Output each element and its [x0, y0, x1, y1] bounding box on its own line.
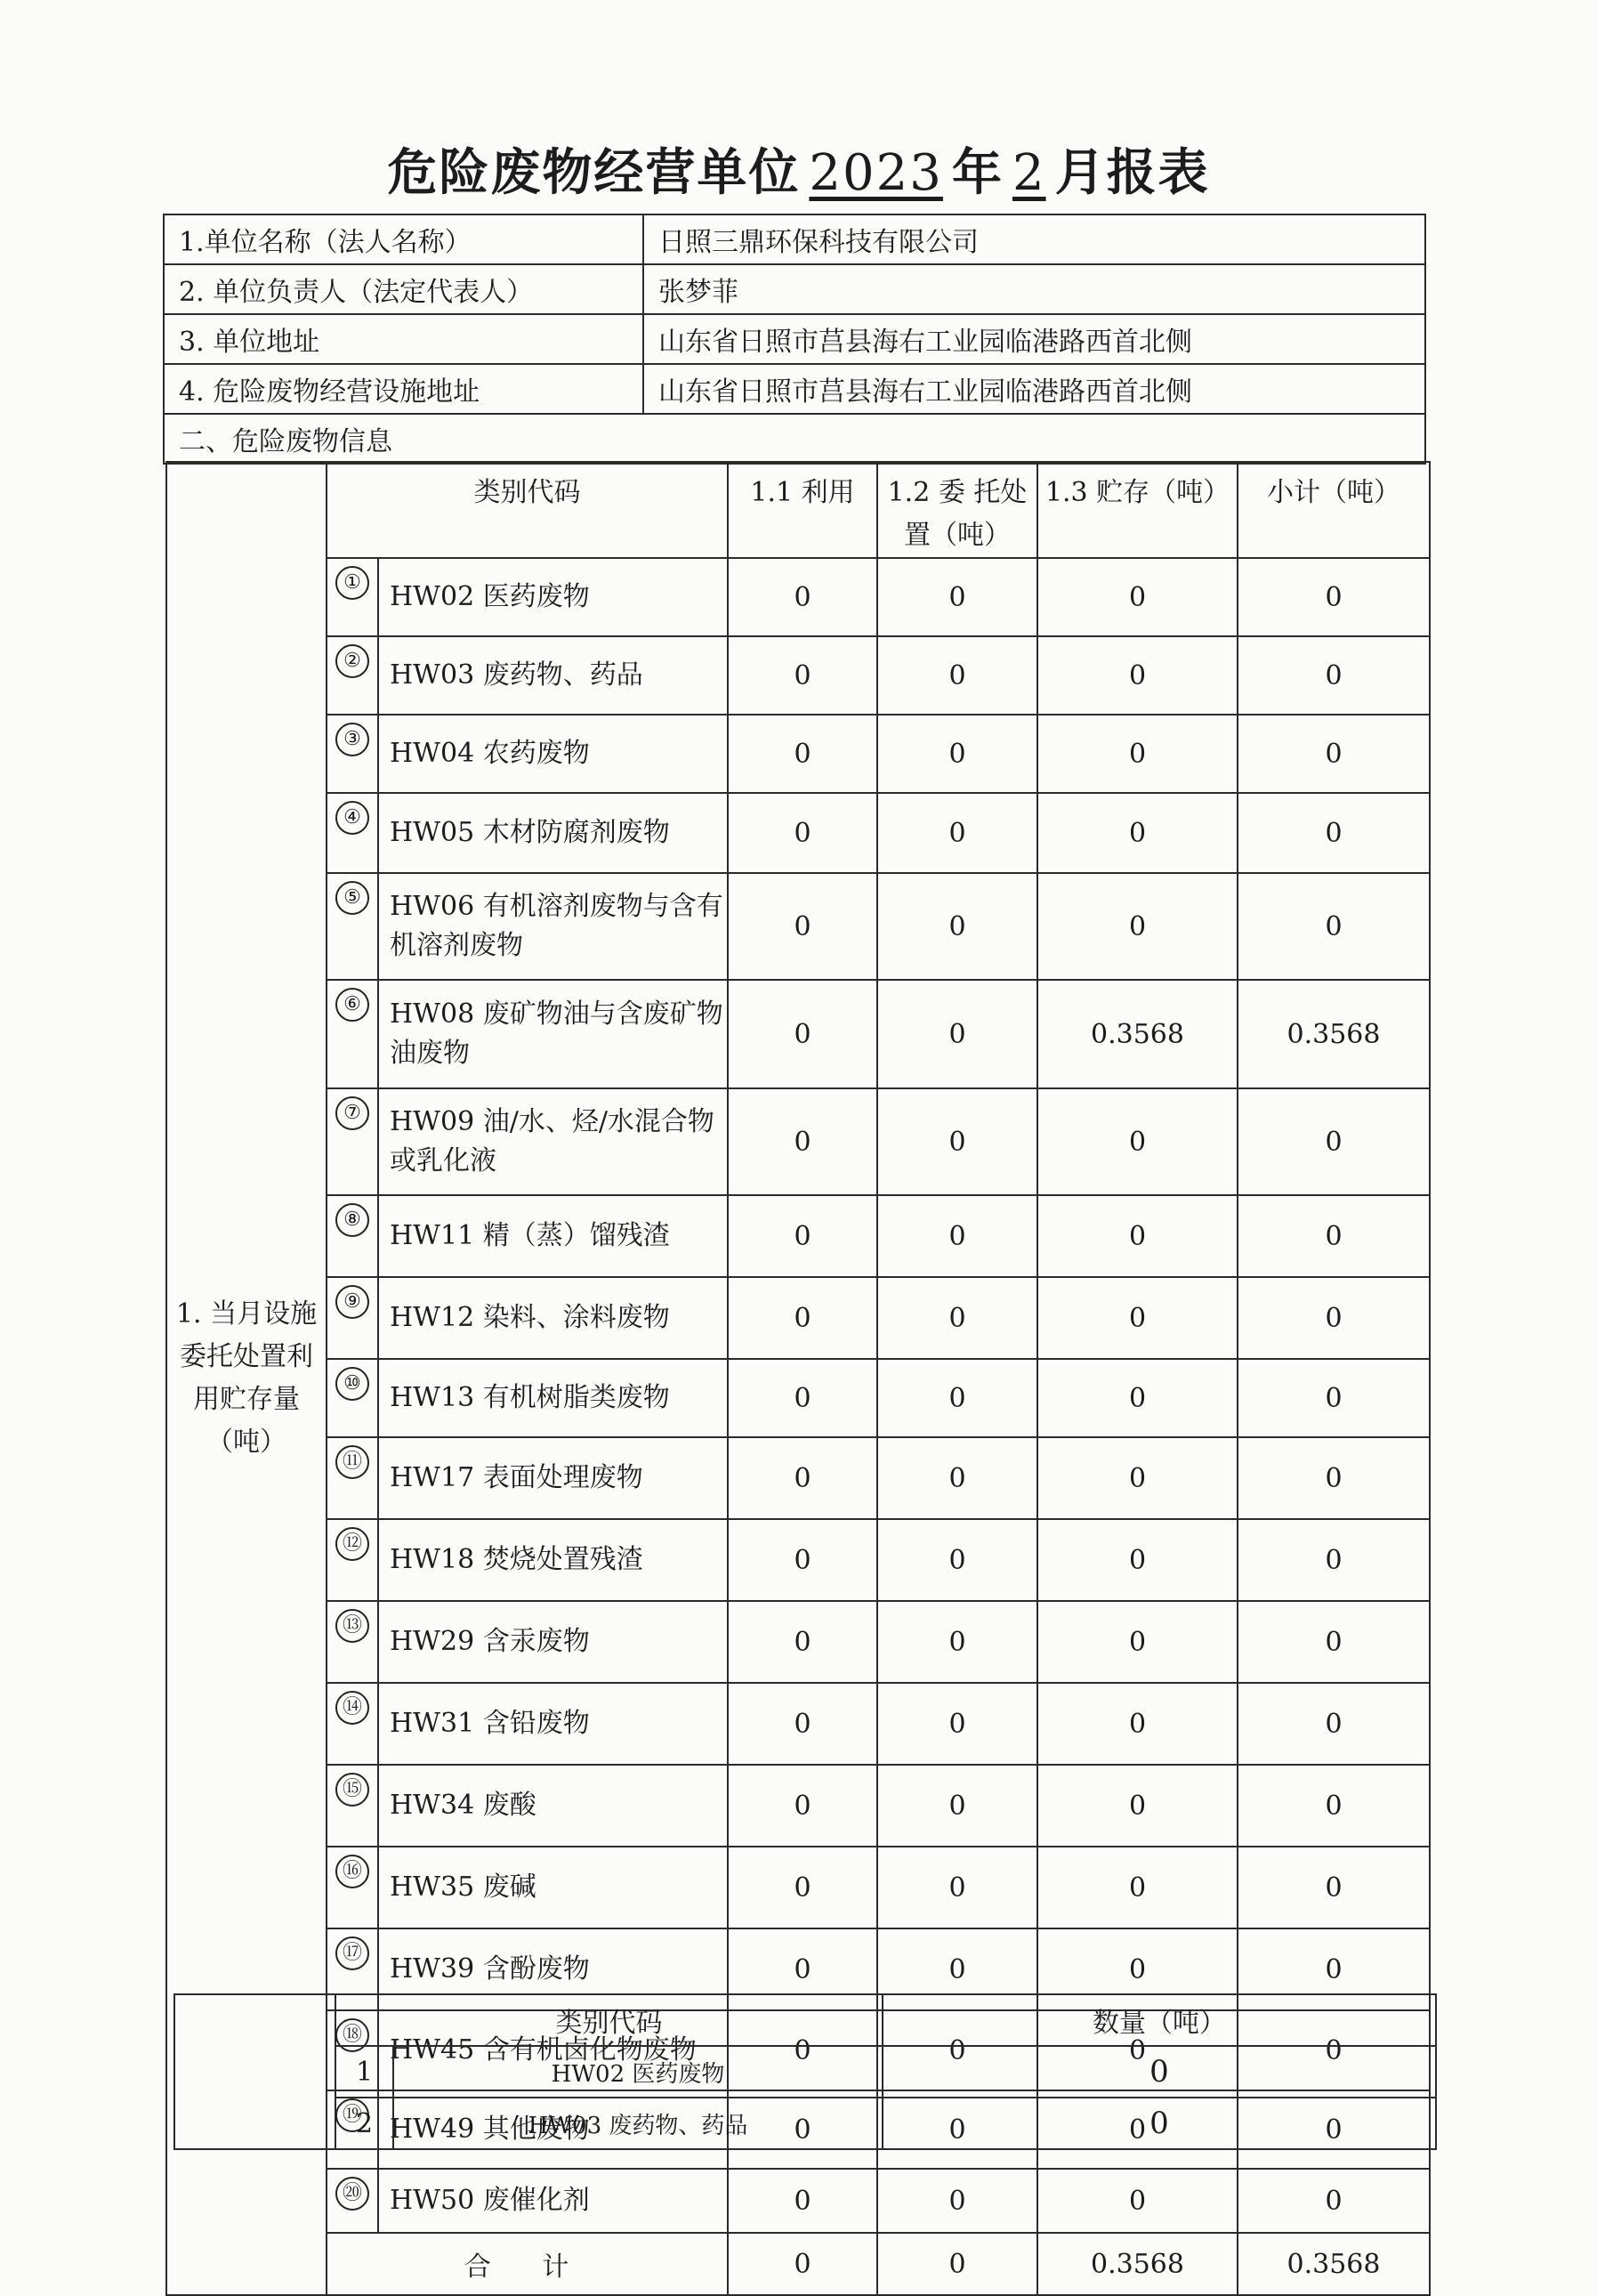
category-cell: HW29 含汞废物 — [378, 1601, 728, 1683]
storage-cell: 0 — [1037, 1683, 1238, 1765]
subtotal-cell: 0 — [1238, 1601, 1430, 1683]
info-row — [164, 314, 1425, 364]
use-cell: 0 — [728, 1519, 877, 1601]
entrust-cell: 0 — [877, 793, 1037, 873]
title-year: 2023 — [809, 144, 943, 202]
subtotal-cell: 0 — [1238, 1765, 1430, 1847]
row-number — [327, 1601, 378, 1683]
subtotal-cell: 0 — [1238, 558, 1430, 636]
table-row — [166, 2169, 1430, 2233]
use-cell: 0 — [728, 793, 877, 873]
side-label: 1. 当月设施委托处置利用贮存量（吨） — [166, 462, 327, 2295]
row-number — [327, 1847, 378, 1928]
row-number-circle: ⑦ — [335, 1096, 369, 1130]
category-cell: HW49 其他废物 — [378, 2090, 728, 2169]
subtotal-cell: 0 — [1238, 1359, 1430, 1437]
row-number — [327, 980, 378, 1088]
category-cell: HW35 废碱 — [378, 1847, 728, 1928]
table-row — [166, 1195, 1430, 1277]
category-cell: HW17 表面处理废物 — [378, 1437, 728, 1519]
quantity-category: HW03 废药物、药品 — [393, 2098, 883, 2149]
unit-info-table — [163, 214, 1426, 465]
use-cell: 0 — [728, 1195, 877, 1277]
quantity-value: 0 — [883, 2098, 1436, 2149]
table-row — [166, 980, 1430, 1088]
info-label: 2. 单位负责人（法定代表人） — [164, 264, 643, 314]
entrust-cell: 0 — [877, 873, 1037, 980]
category-cell: HW12 染料、涂料废物 — [378, 1277, 728, 1359]
row-number-circle: ⑯ — [335, 1855, 369, 1888]
storage-cell: 0 — [1037, 1928, 1238, 2010]
subtotal-cell: 0 — [1238, 1847, 1430, 1928]
row-number — [327, 1683, 378, 1765]
quantity-header-quantity: 数量（吨） — [883, 1994, 1436, 2046]
table-row — [166, 1519, 1430, 1601]
use-cell: 0 — [728, 558, 877, 636]
subtotal-cell: 0 — [1238, 1437, 1430, 1519]
storage-cell: 0 — [1037, 1519, 1238, 1601]
row-number-circle: ⑱ — [335, 2018, 369, 2052]
table-row — [166, 1277, 1430, 1359]
row-number-circle: ⑫ — [335, 1527, 369, 1561]
total-storage: 0.3568 — [1037, 2233, 1238, 2295]
quantity-row-number: 2 — [335, 2098, 393, 2149]
info-value: 山东省日照市莒县海右工业园临港路西首北侧 — [643, 364, 1425, 414]
header-subtotal: 小计（吨） — [1238, 462, 1430, 558]
row-number-circle: ② — [335, 644, 369, 678]
row-number-circle: ④ — [335, 801, 369, 835]
entrust-cell: 0 — [877, 1765, 1037, 1847]
row-number-circle: ⑪ — [335, 1445, 369, 1479]
row-number — [327, 715, 378, 793]
category-cell: HW06 有机溶剂废物与含有机溶剂废物 — [378, 873, 728, 980]
row-number-circle: ⑥ — [335, 988, 369, 1022]
total-entrust: 0 — [877, 2233, 1037, 2295]
subtotal-cell: 0 — [1238, 1519, 1430, 1601]
use-cell: 0 — [728, 873, 877, 980]
category-cell: HW03 废药物、药品 — [378, 636, 728, 715]
use-cell: 0 — [728, 2090, 877, 2169]
row-number-circle: ⑰ — [335, 1936, 369, 1970]
title-month-suffix: 月报表 — [1054, 143, 1210, 202]
title-year-suffix: 年 — [951, 143, 1004, 202]
storage-cell: 0 — [1037, 1088, 1238, 1195]
category-cell: HW31 含铅废物 — [378, 1683, 728, 1765]
storage-cell: 0 — [1037, 2090, 1238, 2169]
table-row — [166, 715, 1430, 793]
entrust-cell: 0 — [877, 1195, 1037, 1277]
storage-cell: 0 — [1037, 636, 1238, 715]
table-row — [166, 1601, 1430, 1683]
use-cell: 0 — [728, 715, 877, 793]
category-cell: HW02 医药废物 — [378, 558, 728, 636]
row-number — [327, 1437, 378, 1519]
row-number-circle: ⑳ — [335, 2177, 369, 2211]
use-cell: 0 — [728, 2010, 877, 2090]
storage-cell: 0 — [1037, 2169, 1238, 2233]
subtotal-cell: 0 — [1238, 1928, 1430, 2010]
category-cell: HW05 木材防腐剂废物 — [378, 793, 728, 873]
row-number-circle: ① — [335, 566, 369, 600]
entrust-cell: 0 — [877, 1359, 1037, 1437]
use-cell: 0 — [728, 1765, 877, 1847]
storage-cell: 0 — [1037, 1765, 1238, 1847]
quantity-value: 0 — [883, 2046, 1436, 2098]
storage-cell: 0 — [1037, 1437, 1238, 1519]
quantity-side-blank — [174, 1994, 335, 2149]
storage-cell: 0 — [1037, 2010, 1238, 2090]
subtotal-cell: 0 — [1238, 715, 1430, 793]
storage-cell: 0.3568 — [1037, 980, 1238, 1088]
category-cell: HW04 农药废物 — [378, 715, 728, 793]
table-row — [166, 1437, 1430, 1519]
storage-cell: 0 — [1037, 1601, 1238, 1683]
table-row — [166, 793, 1430, 873]
entrust-cell: 0 — [877, 1437, 1037, 1519]
use-cell: 0 — [728, 1601, 877, 1683]
entrust-cell: 0 — [877, 1928, 1037, 2010]
total-label: 合 计 — [327, 2233, 728, 2295]
row-number-circle: ⑤ — [335, 881, 369, 915]
use-cell: 0 — [728, 1847, 877, 1928]
total-use: 0 — [728, 2233, 877, 2295]
storage-cell: 0 — [1037, 715, 1238, 793]
row-number — [327, 1088, 378, 1195]
use-cell: 0 — [728, 2169, 877, 2233]
category-cell: HW45 含有机卤化物废物 — [378, 2010, 728, 2090]
entrust-cell: 0 — [877, 980, 1037, 1088]
category-cell: HW50 废催化剂 — [378, 2169, 728, 2233]
info-row — [164, 364, 1425, 414]
row-number-circle: ⑲ — [335, 2098, 369, 2132]
use-cell: 0 — [728, 636, 877, 715]
row-number-circle: ⑭ — [335, 1691, 369, 1725]
table-row — [166, 1088, 1430, 1195]
table-row — [166, 1359, 1430, 1437]
title-prefix: 危险废物经营单位 — [387, 143, 801, 202]
category-cell: HW11 精（蒸）馏残渣 — [378, 1195, 728, 1277]
subtotal-cell: 0 — [1238, 1683, 1430, 1765]
info-row — [164, 264, 1425, 314]
subtotal-cell: 0 — [1238, 2090, 1430, 2169]
storage-cell: 0 — [1037, 558, 1238, 636]
header-storage: 1.3 贮存（吨） — [1037, 462, 1238, 558]
category-cell: HW09 油/水、烃/水混合物或乳化液 — [378, 1088, 728, 1195]
use-cell: 0 — [728, 1437, 877, 1519]
quantity-row — [174, 2098, 1436, 2149]
total-subtotal: 0.3568 — [1238, 2233, 1430, 2295]
row-number — [327, 1359, 378, 1437]
category-cell: HW13 有机树脂类废物 — [378, 1359, 728, 1437]
storage-cell: 0 — [1037, 873, 1238, 980]
section-title: 二、危险废物信息 — [164, 414, 1425, 464]
table-row — [166, 1847, 1430, 1928]
info-value: 山东省日照市莒县海右工业园临港路西首北侧 — [643, 314, 1425, 364]
storage-cell: 0 — [1037, 793, 1238, 873]
subtotal-cell: 0 — [1238, 793, 1430, 873]
table-row — [166, 1765, 1430, 1847]
category-cell: HW39 含酚废物 — [378, 1928, 728, 2010]
report-title — [0, 133, 1597, 205]
use-cell: 0 — [728, 1359, 877, 1437]
quantity-row — [174, 2046, 1436, 2098]
row-number — [327, 636, 378, 715]
subtotal-cell: 0 — [1238, 873, 1430, 980]
entrust-cell: 0 — [877, 1683, 1037, 1765]
storage-cell: 0 — [1037, 1359, 1238, 1437]
entrust-cell: 0 — [877, 2090, 1037, 2169]
entrust-cell: 0 — [877, 1519, 1037, 1601]
use-cell: 0 — [728, 1683, 877, 1765]
row-number-circle: ⑩ — [335, 1367, 369, 1401]
category-cell: HW08 废矿物油与含废矿物油废物 — [378, 980, 728, 1088]
entrust-cell: 0 — [877, 558, 1037, 636]
info-label: 1.单位名称（法人名称） — [164, 214, 643, 264]
info-label: 4. 危险废物经营设施地址 — [164, 364, 643, 414]
row-number — [327, 873, 378, 980]
row-number-circle: ⑬ — [335, 1609, 369, 1643]
quantity-header-category: 类别代码 — [335, 1994, 883, 2046]
row-number-circle: ⑧ — [335, 1203, 369, 1237]
header-entrust: 1.2 委 托处置（吨） — [877, 462, 1037, 558]
entrust-cell: 0 — [877, 1847, 1037, 1928]
info-value: 张梦菲 — [643, 264, 1425, 314]
row-number-circle: ③ — [335, 723, 369, 756]
row-number — [327, 1519, 378, 1601]
info-label: 3. 单位地址 — [164, 314, 643, 364]
info-value: 日照三鼎环保科技有限公司 — [643, 214, 1425, 264]
category-cell: HW34 废酸 — [378, 1765, 728, 1847]
table-row — [166, 873, 1430, 980]
total-row — [166, 2233, 1430, 2295]
use-cell: 0 — [728, 1928, 877, 2010]
row-number — [327, 1765, 378, 1847]
quantity-row-number: 1 — [335, 2046, 393, 2098]
storage-cell: 0 — [1037, 1277, 1238, 1359]
row-number — [327, 2169, 378, 2233]
header-use: 1.1 利用 — [728, 462, 877, 558]
use-cell: 0 — [728, 980, 877, 1088]
storage-cell: 0 — [1037, 1847, 1238, 1928]
subtotal-cell: 0 — [1238, 2169, 1430, 2233]
info-row — [164, 214, 1425, 264]
subtotal-cell: 0 — [1238, 1195, 1430, 1277]
subtotal-cell: 0 — [1238, 1277, 1430, 1359]
subtotal-cell: 0.3568 — [1238, 980, 1430, 1088]
entrust-cell: 0 — [877, 2169, 1037, 2233]
quantity-category: HW02 医药废物 — [393, 2046, 883, 2098]
row-number — [327, 558, 378, 636]
subtotal-cell: 0 — [1238, 636, 1430, 715]
entrust-cell: 0 — [877, 1088, 1037, 1195]
row-number — [327, 1195, 378, 1277]
row-number-circle: ⑮ — [335, 1773, 369, 1807]
header-category: 类别代码 — [327, 462, 728, 558]
row-number — [327, 793, 378, 873]
subtotal-cell: 0 — [1238, 2010, 1430, 2090]
category-cell: HW18 焚烧处置残渣 — [378, 1519, 728, 1601]
entrust-cell: 0 — [877, 2010, 1037, 2090]
table-row — [166, 636, 1430, 715]
use-cell: 0 — [728, 1277, 877, 1359]
row-number — [327, 1277, 378, 1359]
use-cell: 0 — [728, 1088, 877, 1195]
quantity-table — [173, 1993, 1437, 2150]
entrust-cell: 0 — [877, 1601, 1037, 1683]
row-number-circle: ⑨ — [335, 1285, 369, 1319]
entrust-cell: 0 — [877, 1277, 1037, 1359]
entrust-cell: 0 — [877, 715, 1037, 793]
entrust-cell: 0 — [877, 636, 1037, 715]
subtotal-cell: 0 — [1238, 1088, 1430, 1195]
storage-cell: 0 — [1037, 1195, 1238, 1277]
table-row — [166, 1683, 1430, 1765]
title-month: 2 — [1012, 144, 1046, 202]
table-row — [166, 558, 1430, 636]
